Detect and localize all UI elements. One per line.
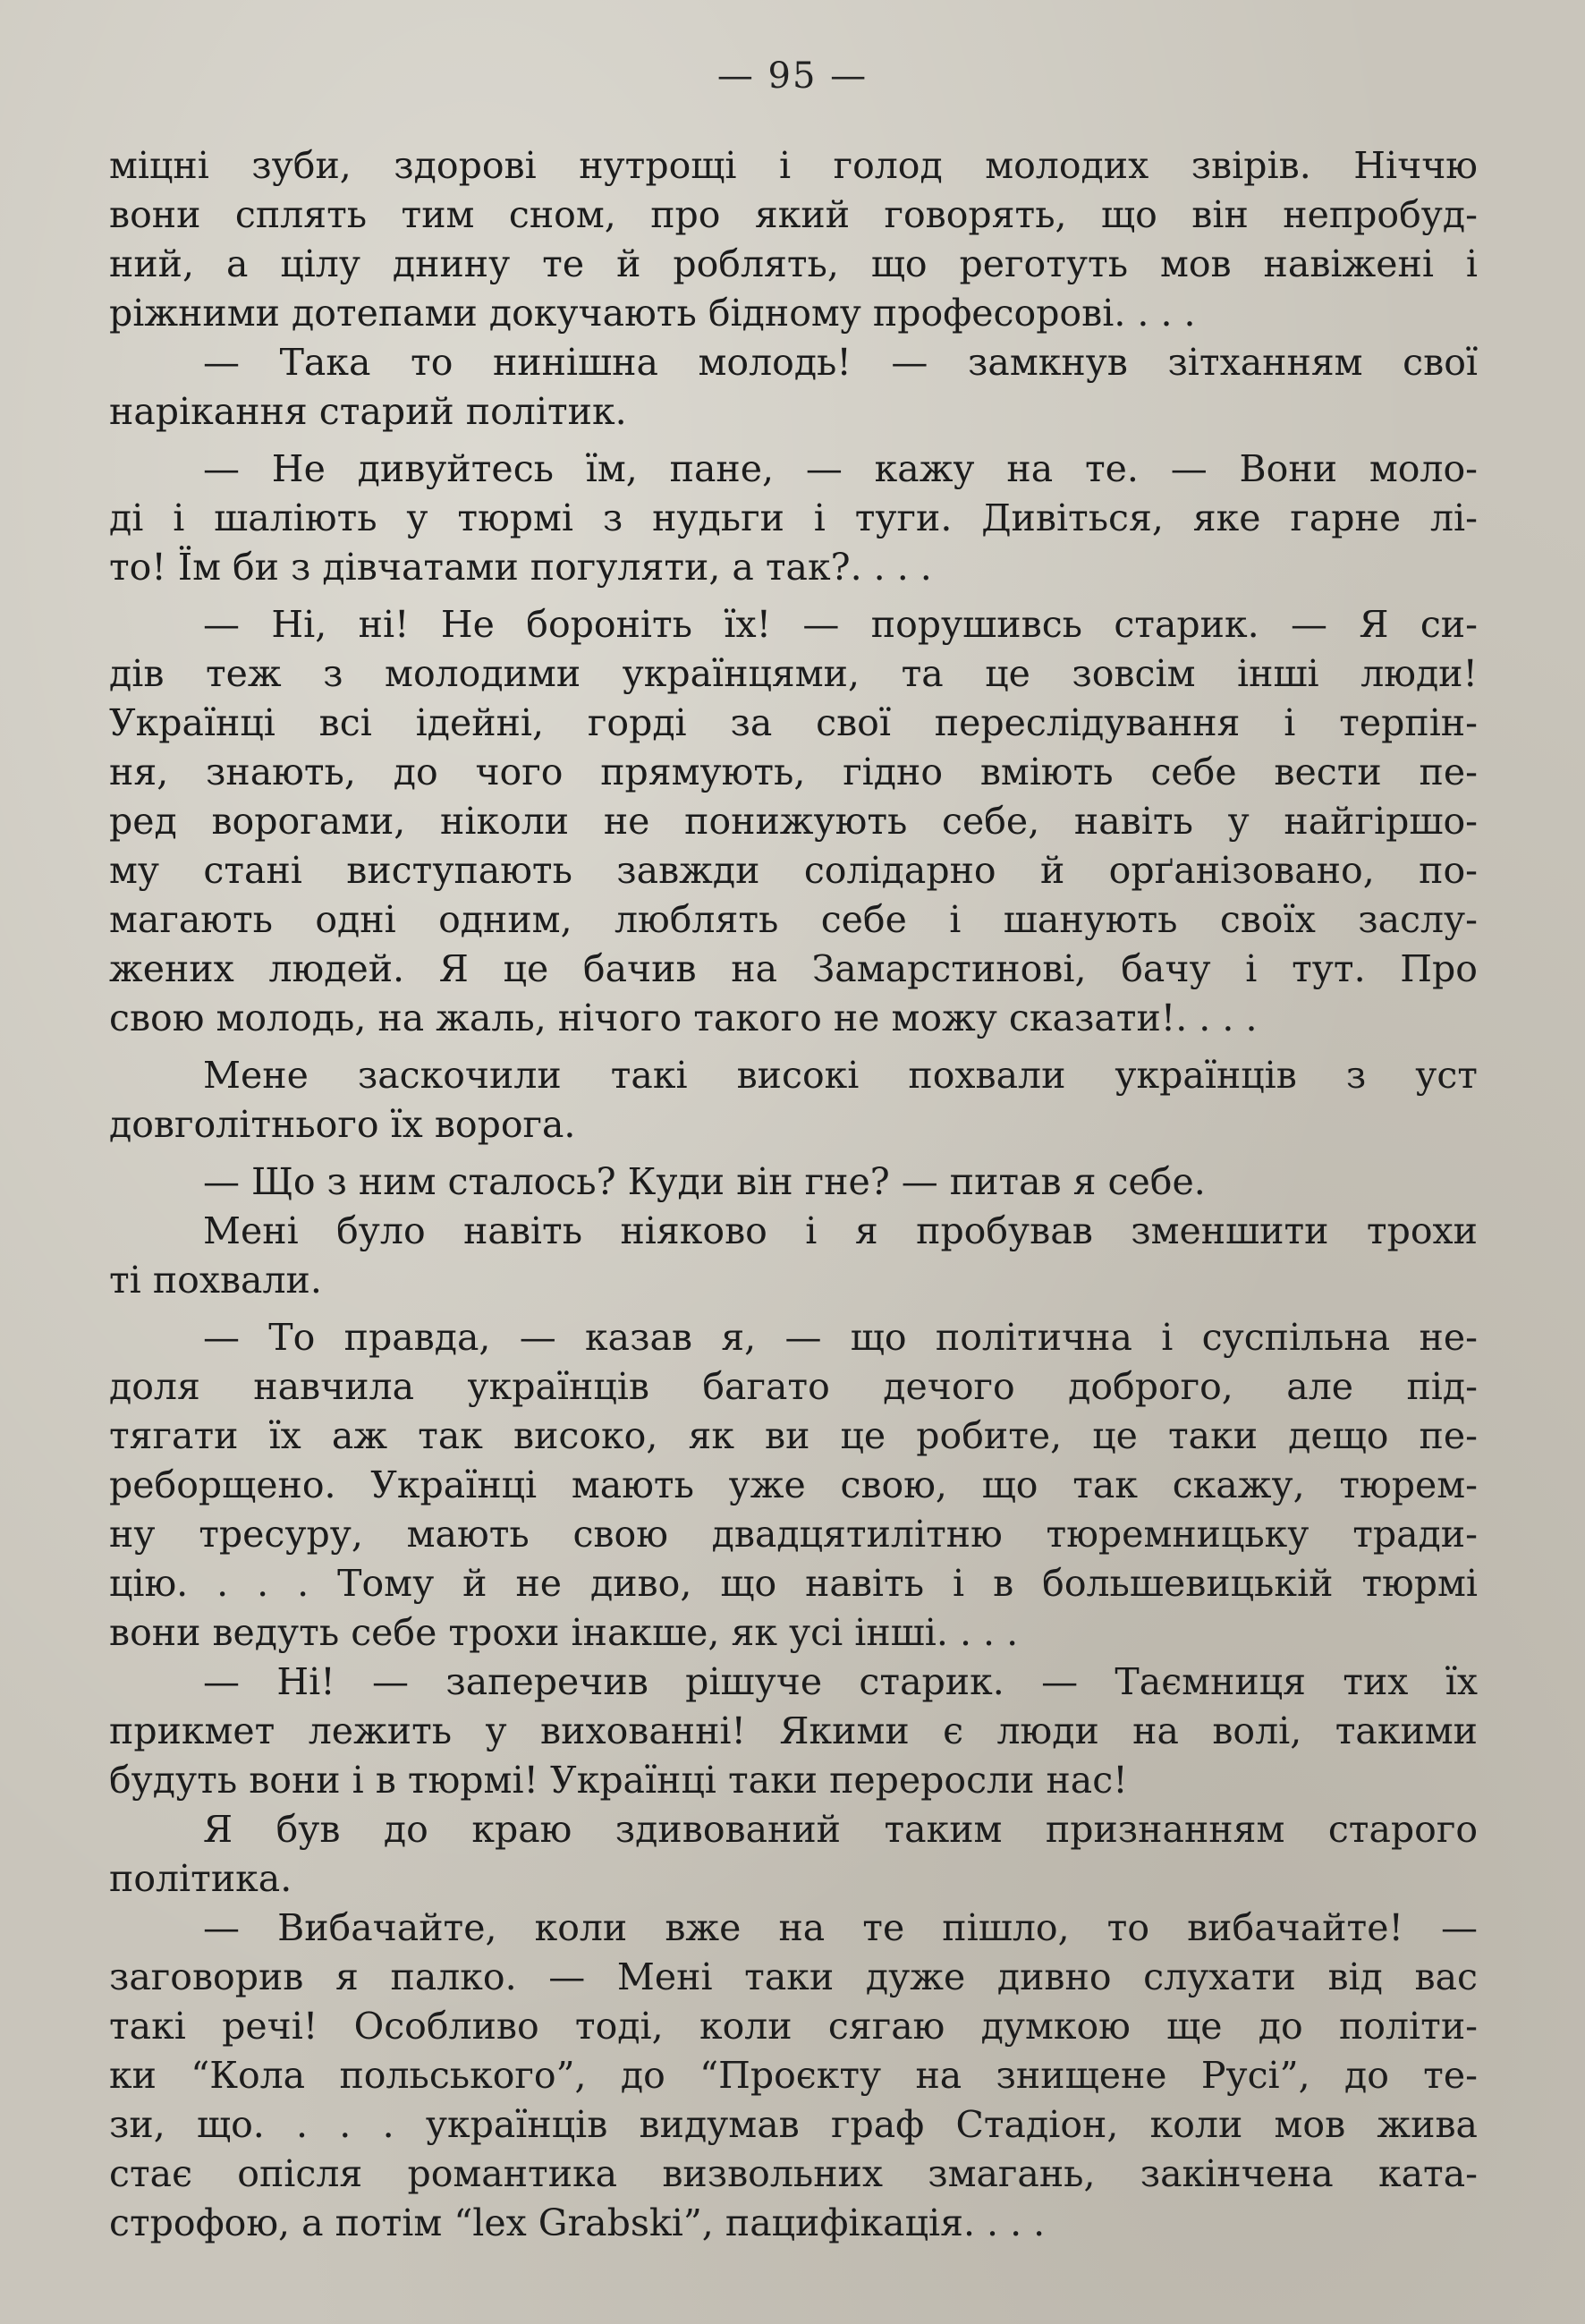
text-line: — Що з ним сталось? Куди він гне? — питав я себе. <box>203 1160 1206 1203</box>
text-line: — Ні, ні! Не бороніть їх! — порушивсь старик. — Я си- <box>203 603 1478 646</box>
text-line: міцні зуби, здорові нутрощі і голод молодих звірів. Ніччю <box>109 144 1478 187</box>
text-line: строфою, а потім “lex Grabski”, пацифікація. . . . <box>109 2201 1046 2244</box>
text-line: прикмет лежить у вихованні! Якими є люди на волі, такими <box>109 1709 1478 1752</box>
text-line: вони сплять тим сном, про який говорять, що він непробуд- <box>109 193 1478 236</box>
text-line: довголітнього їх ворога. <box>109 1103 576 1146</box>
text-line: — Така то нинішна молодь! — замкнув зітханням свої <box>203 341 1478 384</box>
text-line: тягати їх аж так високо, як ви це робите, це таки дещо пе- <box>109 1414 1478 1457</box>
text-line: цію. . . . Тому й не диво, що навіть і в большевицькій тюрмі <box>109 1562 1478 1605</box>
text-line: ріжними дотепами докучають бідному професорові. . . . <box>109 292 1196 335</box>
text-line: вони ведуть себе трохи інакше, як усі інші. . . . <box>109 1611 1019 1654</box>
text-line: — То правда, — казав я, — що політична і суспільна не- <box>203 1316 1478 1359</box>
text-line: Я був до краю здивований таким признанням старого <box>203 1808 1478 1851</box>
text-line: реборщено. Українці мають уже свою, що так скажу, тюрем- <box>109 1463 1478 1506</box>
text-line: дів теж з молодими українцями, та це зовсім інші люди! <box>109 652 1478 695</box>
text-line: ді і шаліють у тюрмі з нудьги і туги. Дивіться, яке гарне лі- <box>109 496 1478 539</box>
text-line: магають одні одним, люблять себе і шанують своїх заслу- <box>109 898 1478 941</box>
text-line: ті похвали. <box>109 1259 322 1302</box>
text-line: то! Їм би з дівчатами погуляти, а так?. . . . <box>109 546 932 589</box>
text-line: доля навчила українців багато дечого доброго, але під- <box>109 1365 1478 1408</box>
text-line: ня, знають, до чого прямують, гідно вміють себе вести пе- <box>109 751 1478 793</box>
text-line: ки “Кола польського”, до “Проєкту на знищене Русі”, до те- <box>109 2054 1478 2097</box>
text-line: свою молодь, на жаль, нічого такого не можу сказати!. . . . <box>109 997 1258 1039</box>
text-line: заговорив я палко. — Мені таки дуже дивно слухати від вас <box>109 1955 1478 1998</box>
text-line: му стані виступають завжди солідарно й орґанізовано, по- <box>109 849 1478 892</box>
text-line: — Вибачайте, коли вже на те пішло, то вибачайте! — <box>203 1906 1478 1949</box>
text-line: будуть вони і в тюрмі! Українці таки переросли нас! <box>109 1759 1128 1802</box>
text-line: — Не дивуйтесь їм, пане, — кажу на те. — Вони моло- <box>203 447 1478 490</box>
text-line: такі речі! Особливо тоді, коли сягаю думкою ще до політи- <box>109 2005 1478 2048</box>
text-line: зи, що. . . . українців видумав граф Стадіон, коли мов жива <box>109 2103 1478 2146</box>
text-line: стає опісля романтика визвольних змагань, закінчена ката- <box>109 2152 1478 2195</box>
text-line: політика. <box>109 1857 292 1900</box>
text-line: — Ні! — заперечив рішуче старик. — Таємниця тих їх <box>203 1660 1478 1703</box>
text-line: Мені було навіть ніяково і я пробував зменшити трохи <box>203 1209 1478 1252</box>
text-line: жених людей. Я це бачив на Замарстинові, бачу і тут. Про <box>109 947 1478 990</box>
text-line: Українці всі ідейні, горді за свої переслідування і терпін- <box>109 701 1478 744</box>
body-text <box>109 141 1478 2248</box>
text-line: ний, а цілу днину те й роблять, що реготуть мов навіжені і <box>109 242 1478 285</box>
text-line: нарікання старий політик. <box>109 390 627 433</box>
page-number: — 95 — <box>716 55 869 97</box>
text-line: ну тресуру, мають свою двадцятилітню тюремницьку тради- <box>109 1513 1478 1556</box>
text-line: Мене заскочили такі високі похвали українців з уст <box>203 1054 1478 1097</box>
text-line: ред ворогами, ніколи не понижують себе, навіть у найгіршо- <box>109 800 1478 843</box>
